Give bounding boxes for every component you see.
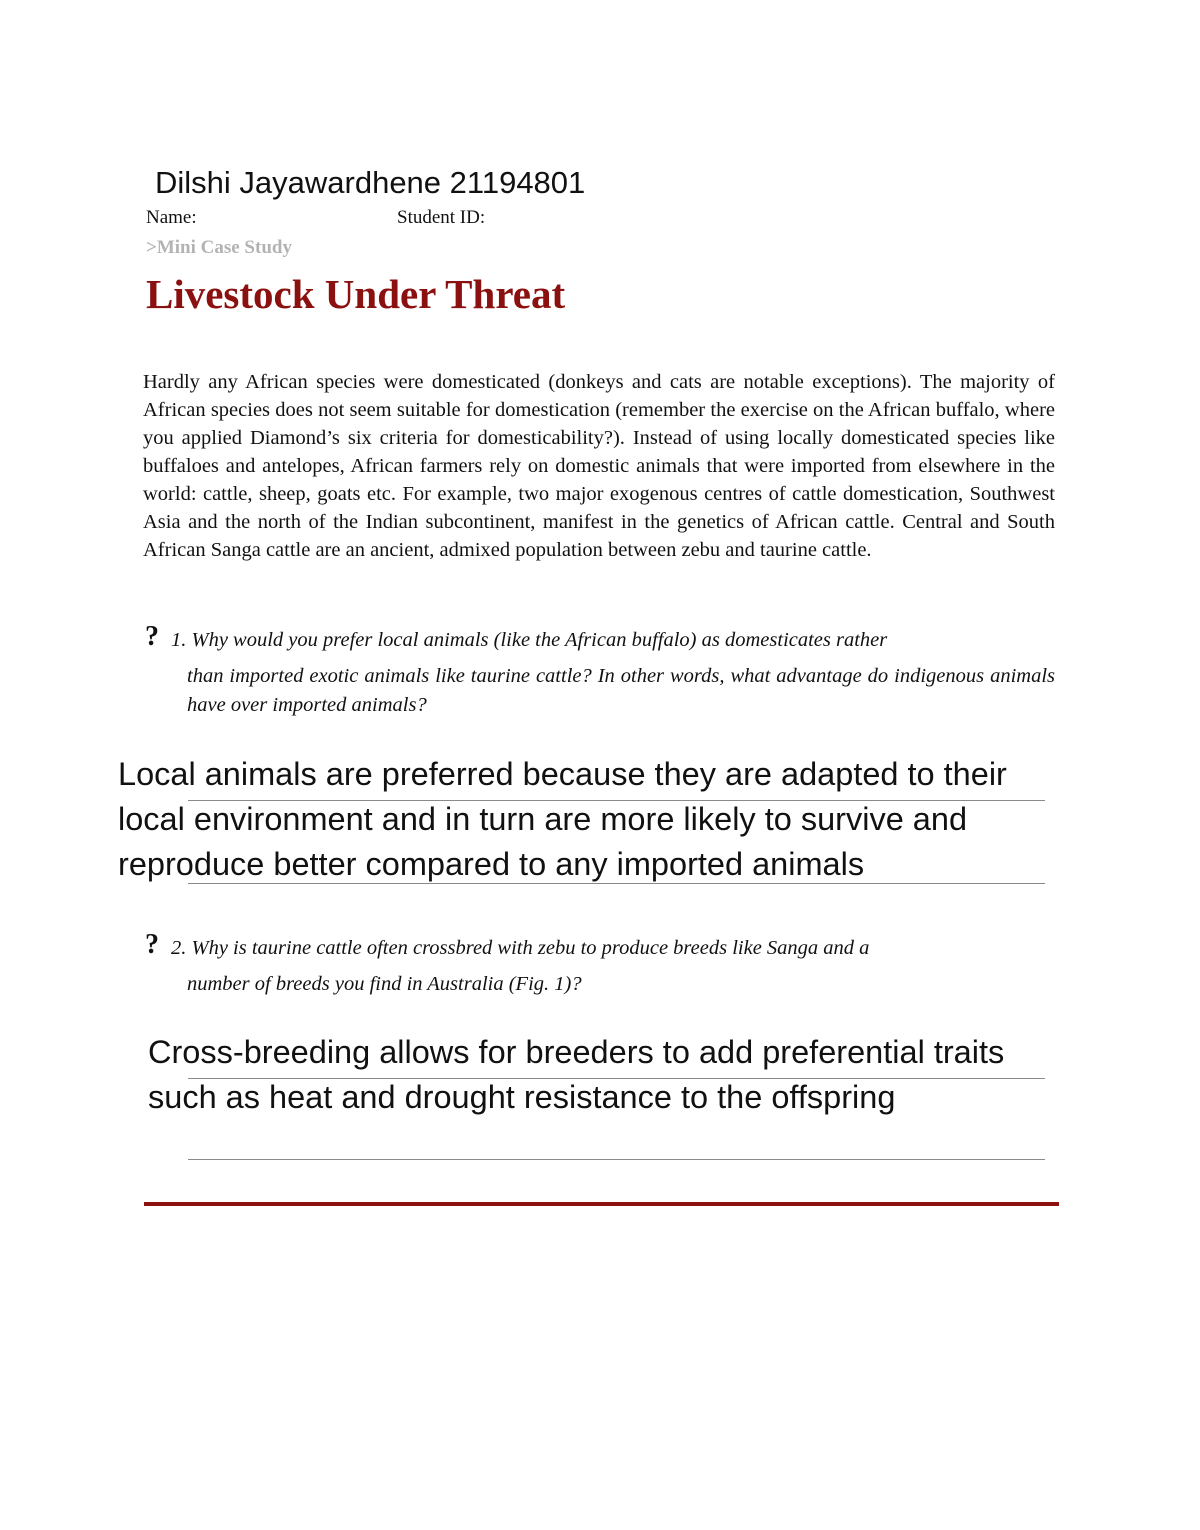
- page-title: Livestock Under Threat: [146, 271, 566, 317]
- question-2-marker: ?: [145, 929, 159, 960]
- name-label: Name:: [146, 207, 197, 228]
- answer-1-line-1: Local animals are preferred because they are adapted to their: [118, 756, 1007, 792]
- answer-1-line-2: local environment and in turn are more likely to survive and: [118, 801, 968, 837]
- section-divider: [144, 1202, 1059, 1206]
- answer-2-line-b: [188, 1159, 1045, 1160]
- question-2-line1: 2. Why is taurine cattle often crossbred with zebu to produce breeds like Sanga and a: [171, 937, 870, 959]
- answer-2-line-1: Cross-breeding allows for breeders to add preferential traits: [148, 1034, 1005, 1070]
- student-id-label: Student ID:: [397, 207, 486, 228]
- question-1-marker: ?: [145, 621, 159, 652]
- breadcrumb: >Mini Case Study: [146, 237, 292, 258]
- answer-1-line-3: reproduce better compared to any imported animals: [118, 846, 865, 882]
- question-2-rest: number of breeds you find in Australia (Fig. 1)?: [187, 973, 582, 995]
- question-1-rest: than imported exotic animals like taurine cattle? In other words, what advantage do indigenous animals have over imported animals?: [187, 665, 1055, 716]
- student-name-id: Dilshi Jayawardhene 21194801: [155, 165, 586, 200]
- intro-paragraph: Hardly any African species were domesticated (donkeys and cats are notable exceptions). The majority of African species does not seem suitable for domestication (remember the exercise on the African buffalo, where you applied Diamond’s six criteria for domesticability?). Instead of using locally domesticated species like buffaloes and antelopes, African farmers rely on domestic animals that were imported from elsewhere in the world: cattle, sheep, goats etc. For example, two major exogenous centres of cattle domestication, Southwest Asia and the north of the Indian subcontinent, manifest in the genetics of African cattle. Central and South African Sanga cattle are an ancient, admixed population between zebu and taurine cattle.: [143, 371, 1055, 561]
- question-1-line1: 1. Why would you prefer local animals (like the African buffalo) as domesticates rather: [171, 629, 888, 651]
- answer-2-line-2: such as heat and drought resistance to the offspring: [148, 1079, 896, 1115]
